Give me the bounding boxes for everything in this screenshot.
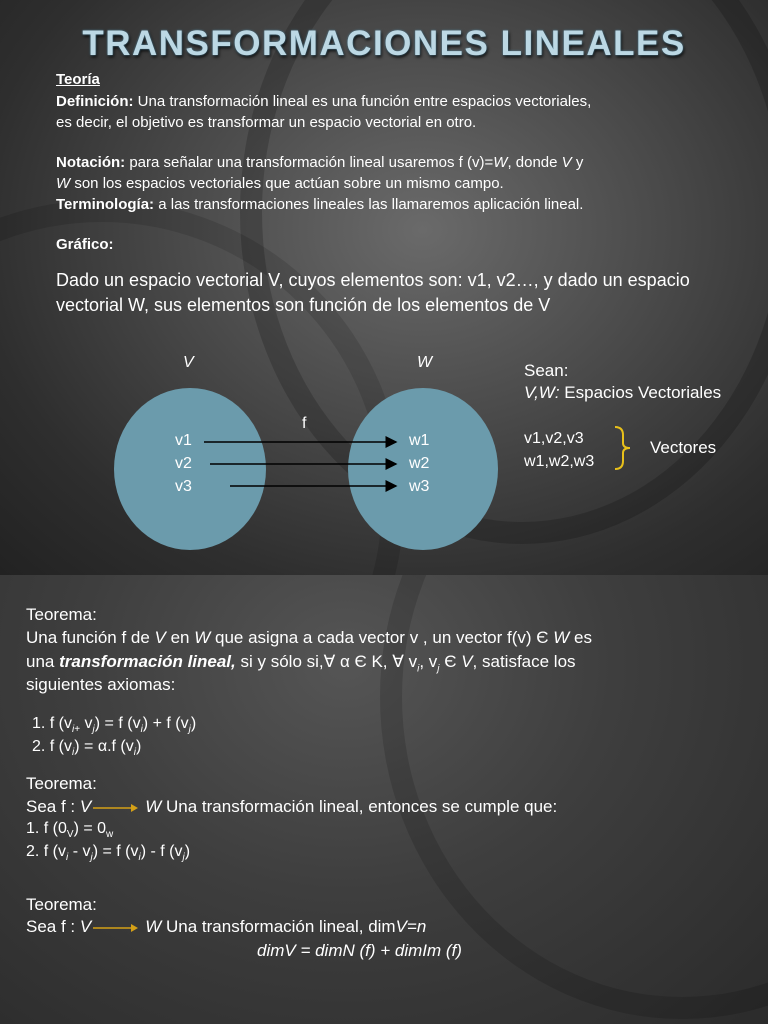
spaces-line (524, 383, 721, 403)
theorem-1-line-2 (26, 652, 576, 674)
result-text: ) - f (v (140, 843, 183, 860)
terminology-text: a las transformaciones lineales las llamaremos aplicación lineal. (154, 196, 584, 213)
terminology-label: Terminología: (56, 196, 155, 213)
notation-text: para señalar una transformación lineal usaremos f (v)= (125, 154, 494, 171)
axiom-text: 2. f (v (32, 738, 73, 755)
set-w-label: W (417, 354, 433, 371)
theorem-text: si y sólo si,∀ α Є K, ∀ v (235, 652, 418, 671)
subscript: i (133, 747, 136, 759)
subscript: j (188, 724, 191, 736)
vector-set-w: w1,w2,w3 (524, 453, 595, 470)
theorem-v: V=n (395, 917, 427, 936)
result-1 (26, 820, 113, 840)
result-text: ) = f (v (92, 843, 139, 860)
notation-line-2 (56, 175, 504, 192)
theorem-text: Sea f : (26, 797, 80, 816)
axiom-text: ) (190, 715, 197, 732)
subscript: V (66, 829, 74, 841)
notation-v: V (561, 154, 572, 171)
theorem-text: en (165, 628, 195, 647)
subscript: j (437, 663, 440, 675)
theorem-2-line (26, 797, 557, 817)
theorem-w: W (553, 628, 570, 647)
subscript: j (92, 724, 95, 736)
theorem-w: W (194, 628, 211, 647)
definition-line-1 (56, 93, 591, 110)
subscript: i (72, 724, 75, 736)
notation-line-1 (56, 154, 583, 171)
subscript: w (106, 829, 114, 841)
theorem-v: V (79, 797, 92, 816)
definition-line-2: es decir, el objetivo es transformar un espacio vectorial en otro. (56, 114, 477, 131)
result-text: - v (68, 843, 91, 860)
theorem-text: es (569, 628, 592, 647)
subscript: i (138, 852, 141, 864)
theorem-w: W (145, 917, 162, 936)
subscript: j (90, 852, 93, 864)
notation-text: son los espacios vectoriales que actúan sobre un mismo campo. (70, 175, 504, 192)
axiom-1: 1. f ($v_{i+}$ $v_j) = f$ $(v_i) + f$ $(v_j)$ (32, 715, 197, 736)
subscript: i (66, 852, 69, 864)
theorem-text: que asigna a cada vector v , un vector f(v) Є (210, 628, 554, 647)
theorem-v: V (154, 628, 166, 647)
arrow-right-icon (93, 922, 139, 934)
theorem-text: Una transformación lineal, dim (161, 917, 396, 936)
axiom-2 (32, 738, 141, 758)
curly-brace-icon (612, 425, 634, 471)
theorem-1-line-1 (26, 628, 592, 648)
notation-w: W (56, 175, 71, 192)
theorem-3-line (26, 917, 426, 937)
notation-w: W (493, 154, 508, 171)
subscript: j (182, 852, 185, 864)
theorem-v: V (79, 917, 92, 936)
axiom-text: ) (135, 738, 142, 755)
theorem-text: Una transformación lineal, entonces se cumple que: (161, 797, 558, 816)
w-element: w2 (409, 455, 430, 472)
result-text: ) = 0 (73, 820, 107, 837)
set-v-label: V (183, 354, 194, 371)
definition-text: Una transformación lineal es una función entre espacios vectoriales, (133, 93, 592, 110)
v-element: v3 (175, 478, 192, 495)
theorem-3-heading: Teorema: (26, 895, 97, 914)
v-element: v1 (175, 432, 192, 449)
result-text: ) (184, 843, 191, 860)
axiom-text: ) = f (v (94, 715, 141, 732)
w-element: w1 (409, 432, 430, 449)
notation-text: y (571, 154, 584, 171)
theorem-text: una (26, 652, 60, 671)
dimension-equation: dimV = dimN (f) + dimIm (f) (257, 941, 462, 960)
subscript: i (417, 663, 420, 675)
theorem-v: V (461, 652, 473, 671)
arrow-right-icon (93, 802, 139, 814)
slide-title: TRANSFORMACIONES LINEALES (82, 24, 686, 63)
mapping-arrows (200, 430, 410, 500)
subscript: + (74, 724, 81, 736)
function-f-label: f (302, 415, 307, 432)
theorem-w: W (145, 797, 162, 816)
result-text: 2. f (v (26, 843, 67, 860)
w-element: w3 (409, 478, 430, 495)
subscript: i (72, 747, 75, 759)
grafico-label: Gráfico: (56, 236, 114, 253)
theorem-text: Sea f : (26, 917, 80, 936)
spaces-text: Espacios Vectoriales (559, 383, 722, 402)
notation-label: Notación: (56, 154, 126, 171)
result-text: 1. f (0 (26, 820, 67, 837)
theorem-text: Una función f de (26, 628, 155, 647)
v-element: v2 (175, 455, 192, 472)
definition-label: Definición: (56, 93, 134, 110)
spaces-vw: V,W: (524, 383, 560, 402)
notation-text: , donde (507, 154, 562, 171)
vectores-label: Vectores (650, 438, 717, 457)
theorem-text: , satisface los (472, 652, 576, 671)
axiom-text: 1. f (v (32, 715, 73, 732)
teoria-heading: Teoría (56, 71, 100, 88)
theorem-1-line-3: siguientes axiomas: (26, 675, 176, 694)
slide-2 (0, 575, 768, 1024)
dado-line-1: Dado un espacio vectorial V, cuyos elementos son: v1, v2…, y dado un espacio (56, 270, 690, 290)
dado-line-2: vectorial W, sus elementos son función de los elementos de V (56, 295, 551, 315)
terminology-line (56, 196, 583, 213)
vector-set-v: v1,v2,v3 (524, 430, 584, 447)
theorem-emphasis: transformación lineal, (59, 652, 236, 671)
sean-label: Sean: (524, 361, 569, 380)
theorem-text: Є (439, 652, 462, 671)
axiom-text: ) + f (v (142, 715, 189, 732)
subscript: i (140, 724, 143, 736)
theorem-2-heading: Teorema: (26, 774, 97, 793)
theorem-text: , v (419, 652, 438, 671)
result-2 (26, 843, 190, 863)
axiom-text: ) = α.f (v (74, 738, 134, 755)
theorem-1-heading: Teorema: (26, 605, 97, 624)
